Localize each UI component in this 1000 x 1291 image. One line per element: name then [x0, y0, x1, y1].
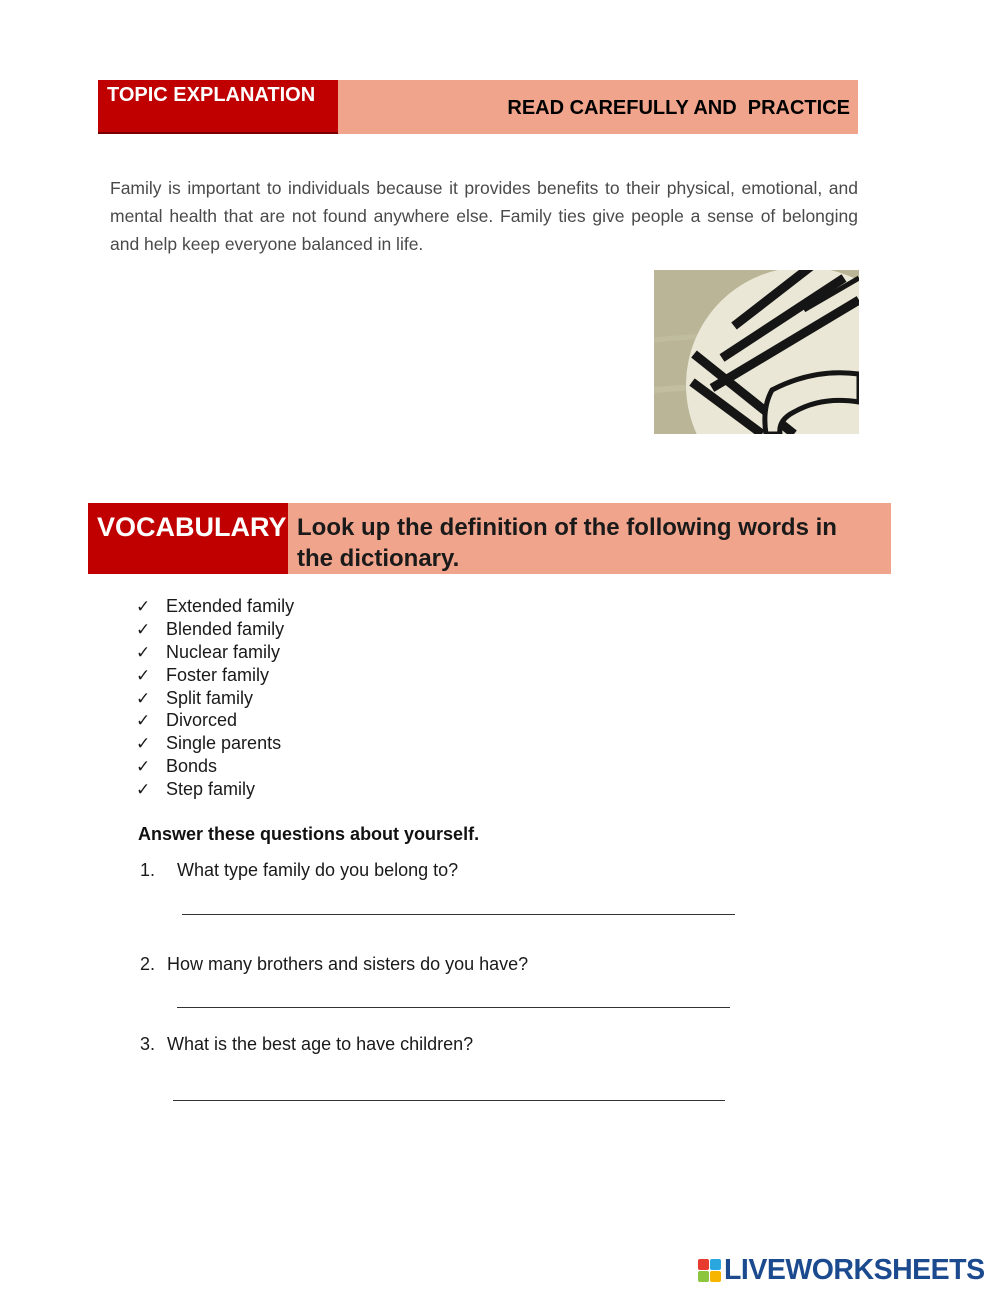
vocabulary-word: Split family [166, 687, 254, 708]
list-item [136, 618, 294, 641]
answer-field-2[interactable] [177, 1007, 730, 1008]
liveworksheets-logo [698, 1255, 985, 1285]
logo-block [698, 1271, 709, 1282]
brand-name: LIVEWORKSHEETS [724, 1253, 985, 1286]
vocabulary-word: Nuclear family [166, 641, 281, 662]
answer-field-1[interactable] [182, 914, 735, 915]
logo-block [698, 1259, 709, 1270]
check-icon: ✓ [136, 711, 151, 731]
list-item [136, 687, 294, 710]
topic-label: TOPIC EXPLANATION [98, 80, 338, 134]
question-text: How many brothers and sisters do you have? [167, 954, 529, 974]
list-item [136, 709, 294, 732]
logo-block [710, 1271, 721, 1282]
list-item [136, 778, 294, 801]
check-icon: ✓ [136, 757, 151, 777]
question-number: 3. [140, 1034, 156, 1054]
question-number: 2. [140, 954, 156, 974]
vocabulary-word: Extended family [166, 596, 295, 616]
check-icon: ✓ [136, 734, 151, 754]
question-text: What is the best age to have children? [167, 1034, 474, 1054]
intro-paragraph: Family is important to individuals because it provides benefits to their physical, emotional, and mental health that are not found anywhere else. Family ties give people a sense of belonging and help keep everyone balanced in life. [110, 178, 858, 254]
vocabulary-word: Blended family [166, 618, 285, 639]
question-number: 1. [140, 860, 156, 880]
vocabulary-word: Single parents [166, 733, 282, 754]
list-item [136, 595, 294, 618]
vocabulary-instruction: Look up the definition of the following words in the dictionary. [297, 514, 837, 572]
topic-instruction: READ CAREFULLY AND PRACTICE [507, 97, 850, 119]
answer-field-3[interactable] [173, 1100, 725, 1101]
list-item [136, 732, 294, 755]
check-icon: ✓ [136, 619, 151, 639]
check-icon: ✓ [136, 780, 151, 800]
check-icon: ✓ [136, 665, 151, 685]
vocabulary-word: Divorced [166, 710, 238, 731]
questions-heading: Answer these questions about yourself. [138, 824, 480, 844]
list-item [136, 755, 294, 778]
list-item [136, 641, 294, 664]
vocabulary-word: Step family [166, 779, 256, 800]
vocabulary-label: VOCABULARY [88, 503, 288, 574]
check-icon: ✓ [136, 688, 151, 708]
question-3 [140, 1034, 473, 1055]
vocabulary-word-list [136, 595, 294, 801]
check-icon: ✓ [136, 597, 151, 616]
question-2 [140, 954, 528, 975]
family-illustration [654, 270, 859, 434]
logo-blocks-icon [698, 1259, 721, 1282]
question-text: What type family do you belong to? [177, 860, 459, 880]
vocabulary-word: Bonds [166, 756, 218, 777]
list-item [136, 664, 294, 687]
logo-block [710, 1259, 721, 1270]
check-icon: ✓ [136, 642, 151, 662]
question-1 [140, 860, 458, 881]
vocabulary-word: Foster family [166, 664, 270, 685]
